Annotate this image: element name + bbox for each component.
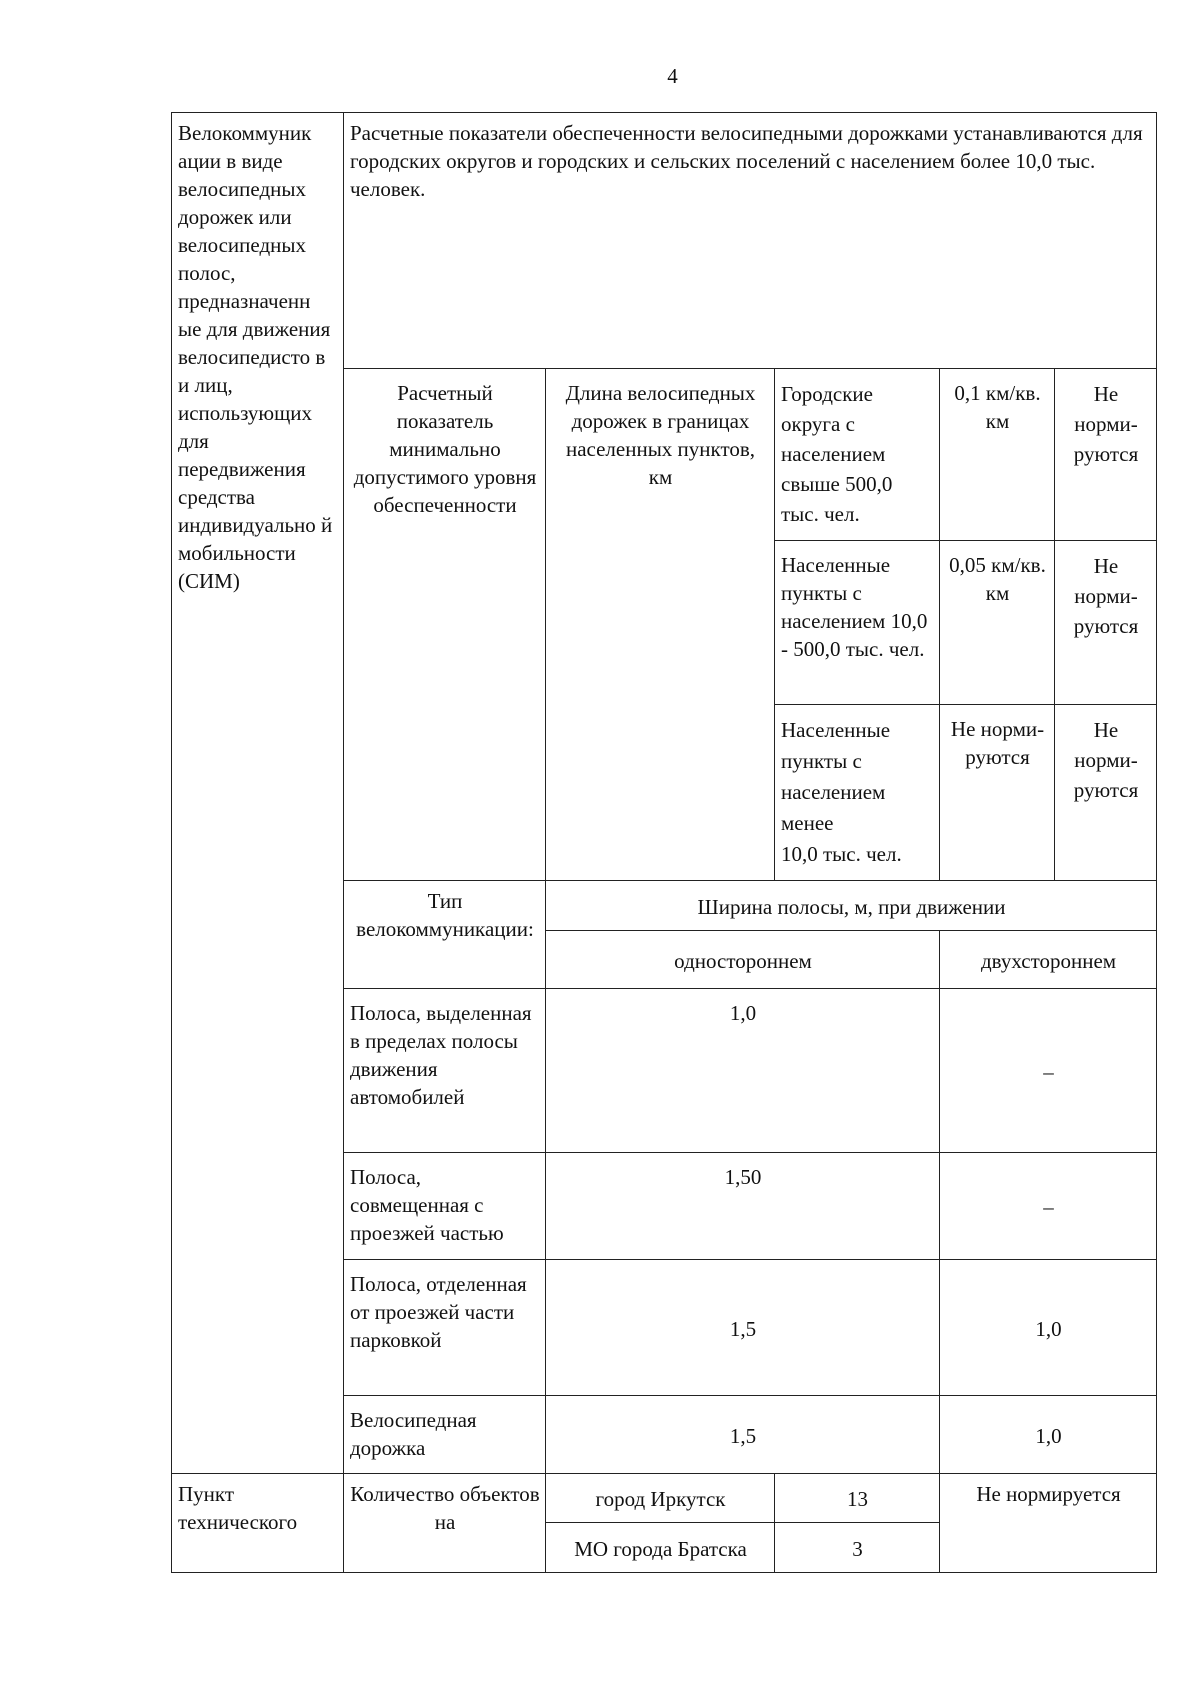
one-way-width: 1,50 (546, 1153, 940, 1260)
regulation-table (171, 112, 1157, 1573)
norm-value: 0,05 км/кв. км (940, 541, 1055, 705)
norm-category: Населенные пункты с населением 10,0 - 500,0 тыс. чел. (775, 541, 940, 705)
tech-count: 13 (775, 1474, 940, 1523)
two-way-width: – (940, 1153, 1157, 1260)
one-way-width: 1,5 (546, 1396, 940, 1474)
norm-value: 0,1 км/кв. км (940, 369, 1055, 541)
lane-type: Полоса, совмещенная с проезжей частью (344, 1153, 546, 1260)
tech-other: Не нормируется (940, 1474, 1157, 1573)
norm-category: Городские округа с населением свыше 500,0 тыс. чел. (775, 369, 940, 541)
lane-type: Велосипедная дорожка (344, 1396, 546, 1474)
tech-section-heading: Пункт технического (172, 1474, 344, 1573)
norm-other: Не нормируются (1055, 705, 1157, 881)
tech-place: МО города Братска (546, 1523, 775, 1573)
norm-other: Не нормируются (1055, 541, 1157, 705)
one-way-width: 1,0 (546, 989, 940, 1153)
lane-type: Полоса, отделенная от проезжей части парковкой (344, 1260, 546, 1396)
two-way-width: – (940, 989, 1157, 1153)
bike-intro-text: Расчетные показатели обеспеченности велосипедными дорожками устанавливаются для городских округов и городских и сельских поселений с населением более 10,0 тыс. человек. (344, 113, 1157, 369)
page-number: 4 (667, 64, 678, 88)
one-way-header: одностороннем (546, 931, 940, 989)
two-way-width: 1,0 (940, 1260, 1157, 1396)
norm-other: Не нормируются (1055, 369, 1157, 541)
tech-row (172, 1474, 1157, 1523)
indicator-label: Расчетный показатель минимально допустимого уровня обеспеченности (344, 369, 546, 881)
width-header: Ширина полосы, м, при движении (546, 881, 1157, 931)
two-way-width: 1,0 (940, 1396, 1157, 1474)
length-label: Длина велосипедных дорожек в границах населенных пунктов, км (546, 369, 775, 881)
two-way-header: двухстороннем (940, 931, 1157, 989)
tech-place: город Иркутск (546, 1474, 775, 1523)
type-header: Тип велокоммуникации: (344, 881, 546, 989)
norm-category: Населенные пункты с населением менее 10,0 тыс. чел. (775, 705, 940, 881)
norm-value: Не нормируются (940, 705, 1055, 881)
lane-type: Полоса, выделенная в пределах полосы движения автомобилей (344, 989, 546, 1153)
tech-count-label: Количество объектов на (344, 1474, 546, 1573)
bike-intro-row (172, 113, 1157, 369)
tech-count: 3 (775, 1523, 940, 1573)
one-way-width: 1,5 (546, 1260, 940, 1396)
bike-section-heading: Велокоммуник ации в виде велосипедных дорожек или велосипедных полос, предназначенн ые для движения велосипедисто в и лиц, использующих для передвижения средства индивидуально й мобильности (СИМ) (172, 113, 344, 1474)
